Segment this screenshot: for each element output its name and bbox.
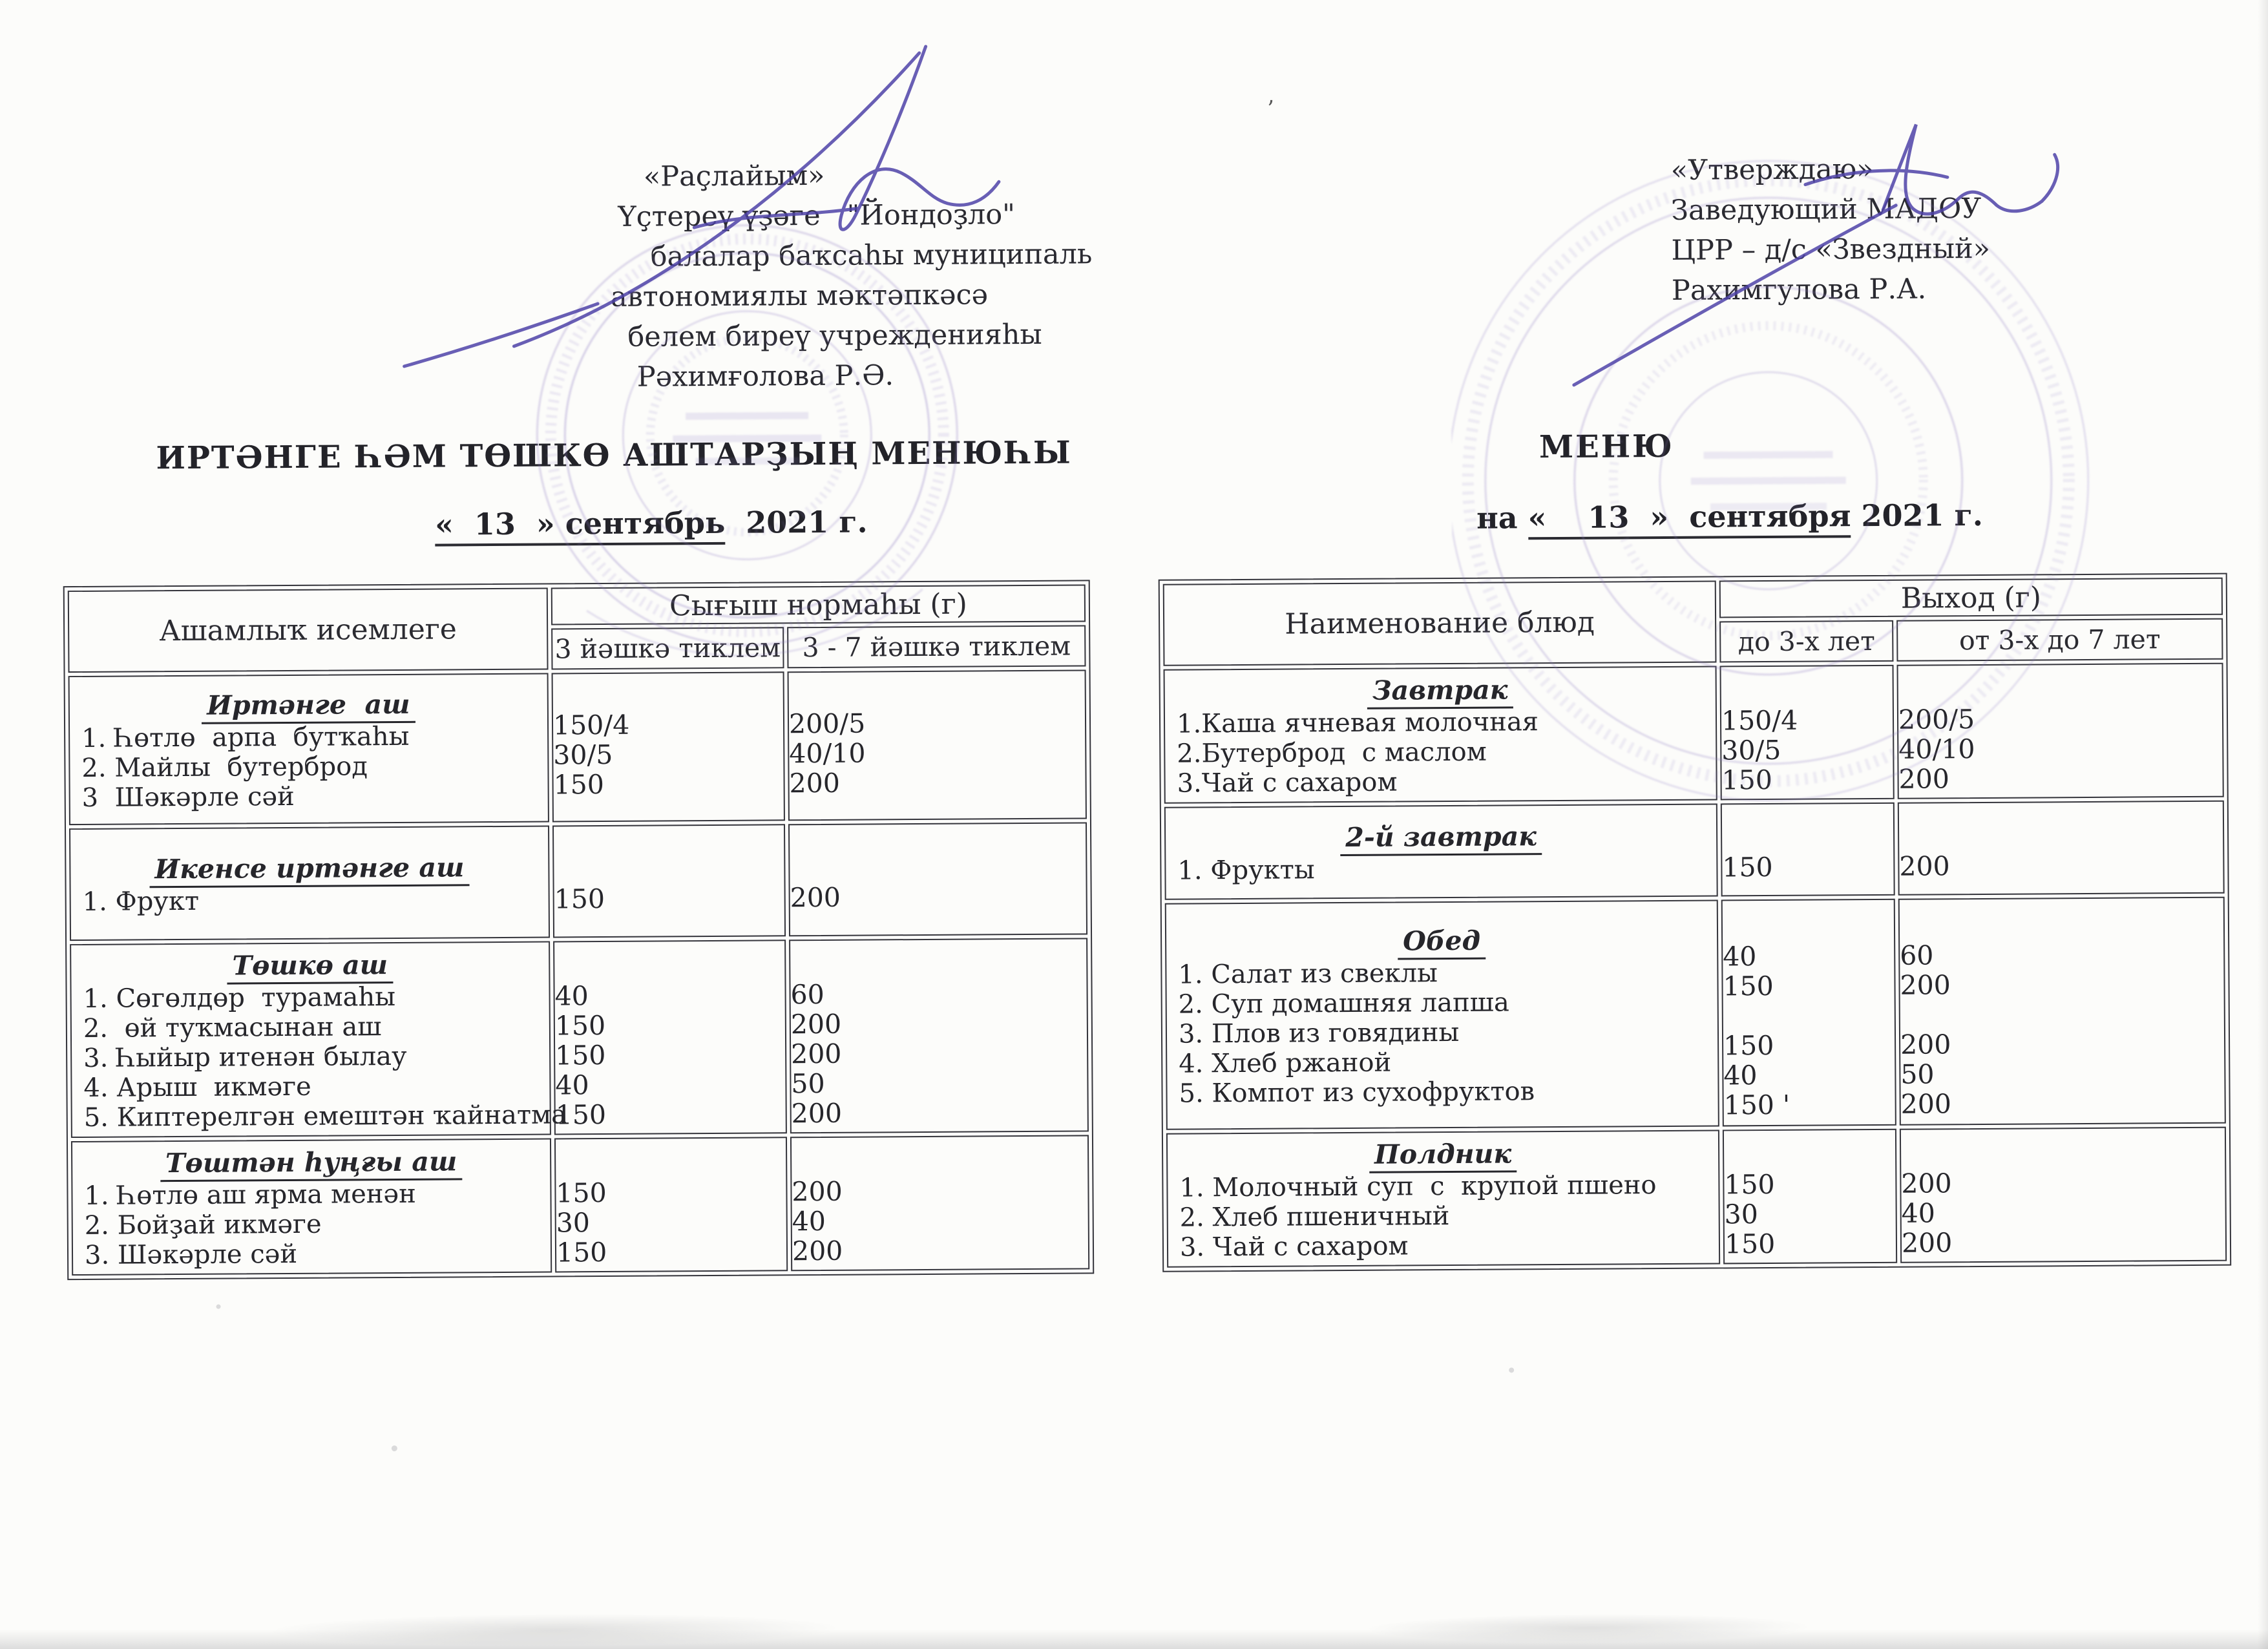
scan-speck xyxy=(1509,1367,1514,1372)
portion-value: 60 xyxy=(1900,939,1934,971)
dish: 1. Сөгөлдөр турамаһы xyxy=(83,982,396,1014)
date-underlined: « 13 » сентябрь xyxy=(435,505,725,547)
section-afternoon-snack xyxy=(71,1135,1089,1276)
portion-value: 200 xyxy=(1898,763,1950,795)
approval-line: балалар баҡсаһы муниципаль xyxy=(650,238,1093,273)
section-values-under3 xyxy=(1723,1129,1897,1265)
approval-line: «Раҫлайым» xyxy=(643,159,825,193)
dish: 1. Һөтлө аш ярма менән xyxy=(84,1179,416,1211)
dish: 2. Бойҙай икмәге xyxy=(84,1209,322,1241)
portion-value: 30/5 xyxy=(1721,734,1781,766)
dish: 2. Майлы бутерброд xyxy=(81,751,368,783)
portion-value: 200/5 xyxy=(788,708,866,739)
date-underlined: « 13 » сентября xyxy=(1528,498,1851,540)
portion-value xyxy=(1900,998,2224,1029)
portion-value: 150 xyxy=(555,1040,606,1071)
portion-value: 30/5 xyxy=(553,739,613,770)
portion-value: 200 xyxy=(789,767,841,799)
portion-value: 200 xyxy=(790,881,841,914)
section-values-3to7 xyxy=(789,938,1089,1133)
portion-value: 150 xyxy=(553,768,605,800)
menu-title-bashkir: ИРТӘНГЕ ҺӘМ ТӨШКӨ АШТАРҘЫҢ МЕНЮҺЫ xyxy=(156,434,1072,477)
dish: 2. өй туҡмасынан аш xyxy=(83,1012,382,1044)
portion-value xyxy=(1723,1000,1895,1031)
section-lunch xyxy=(1165,897,2226,1130)
portion-value: 40/10 xyxy=(789,737,866,769)
section-values-3to7 xyxy=(1898,897,2226,1126)
section-values-under3 xyxy=(553,940,787,1135)
approval-line: Үҫтереү үҙәге "Йондоҙло" xyxy=(618,198,1016,233)
section-values-3to7 xyxy=(788,822,1087,936)
dish: 3. Һыйыр итенән былау xyxy=(83,1041,407,1073)
portion-value: 50 xyxy=(1900,1058,1935,1090)
portion-value: 200 xyxy=(791,1097,843,1129)
portion-value: 200 xyxy=(791,1038,842,1070)
portion-value: 150 xyxy=(556,1236,607,1268)
section-values-3to7 xyxy=(788,669,1087,821)
section-dishes xyxy=(1166,1129,1720,1267)
dish: 1. Һөтлө арпа бутҡаһы xyxy=(81,721,410,753)
approval-line: Заведующий МАДОУ xyxy=(1671,192,1982,227)
portion-value: 40 xyxy=(1901,1197,1936,1229)
scanner-bottom-shadow xyxy=(0,1630,2268,1649)
column-header-age-under3: до 3-х лет xyxy=(1719,620,1893,663)
portion-value: 40 xyxy=(792,1205,826,1237)
section-heading: Обед xyxy=(1166,921,1717,960)
approval-line: Рәхимғолова Р.Ә. xyxy=(636,359,894,394)
section-heading: Завтрак xyxy=(1165,671,1716,709)
portion-value: 50 xyxy=(791,1067,825,1100)
section-heading: Төштән һуңғы аш xyxy=(72,1144,550,1182)
column-header-age-3to7: от 3-х до 7 лет xyxy=(1896,618,2223,662)
portion-value: 150 ' xyxy=(1723,1089,1790,1120)
portion-value: 200 xyxy=(1900,1028,1951,1060)
dish: 3. Чай с сахаром xyxy=(1179,1231,1409,1263)
section-heading: Төшкө аш xyxy=(71,947,549,985)
column-header-age-under3: 3 йәшкә тиклем xyxy=(551,627,784,669)
section-dishes xyxy=(70,941,567,1139)
section-heading: Полдник xyxy=(1168,1135,1718,1173)
section-second-breakfast xyxy=(69,822,1087,941)
column-header-dishes: Наименование блюд xyxy=(1163,580,1717,666)
portion-value: 200 xyxy=(1900,1087,1952,1120)
scan-speck xyxy=(392,1445,397,1451)
dish: 4. Хлеб ржаной xyxy=(1179,1047,1392,1079)
section-values-3to7 xyxy=(1900,1127,2227,1263)
date-year: 2021 г. xyxy=(1851,497,1983,534)
date-year: 2021 г. xyxy=(725,504,868,540)
portion-value: 60 xyxy=(790,978,824,1011)
dish: 2. Суп домашняя лапша xyxy=(1178,987,1509,1020)
portion-value: 200 xyxy=(1899,850,1950,882)
portion-value: 200 xyxy=(792,1235,843,1267)
dish: 3 Шәкәрле сәй xyxy=(81,781,295,813)
section-heading: Иртәнге аш xyxy=(70,686,547,724)
portion-value: 200 xyxy=(790,1008,842,1040)
portion-value: 150 xyxy=(1724,1168,1775,1201)
portion-value: 30 xyxy=(1724,1199,1759,1230)
section-values-under3 xyxy=(552,671,785,822)
section-dishes xyxy=(69,826,550,941)
portion-value: 150/4 xyxy=(1721,704,1798,737)
stray-pen-mark: ’ xyxy=(1267,96,1275,122)
dish: 2. Хлеб пшеничный xyxy=(1179,1201,1450,1233)
portion-value: 40 xyxy=(1723,1059,1758,1091)
portion-value: 150 xyxy=(1723,970,1774,1002)
section-lunch xyxy=(70,938,1089,1138)
portion-value: 150 xyxy=(1724,1228,1776,1260)
section-values-under3 xyxy=(554,1137,788,1272)
approval-line: ЦРР – д/с «Звездный» xyxy=(1671,232,1991,267)
dish: 3.Чай с сахаром xyxy=(1177,767,1398,799)
section-breakfast xyxy=(68,669,1087,825)
portion-value: 200/5 xyxy=(1898,704,1975,735)
portion-value: 150 xyxy=(554,1010,606,1042)
column-header-dishes: Ашамлыҡ исемлеге xyxy=(68,588,549,673)
section-dishes xyxy=(71,1139,552,1276)
date-prefix: на xyxy=(1476,500,1528,536)
dish: 3. Шәкәрле сәй xyxy=(84,1239,298,1270)
approval-line: Рахимгулова Р.А. xyxy=(1671,273,1927,307)
column-header-age-3to7: 3 - 7 йәшкә тиклем xyxy=(787,625,1086,668)
scanner-right-shadow xyxy=(2258,0,2268,1649)
approval-line: автономиялы мәктәпкәсә xyxy=(610,278,989,313)
section-values-3to7 xyxy=(790,1135,1089,1271)
portion-value: 40 xyxy=(1723,940,1757,972)
dish: 4. Арыш икмәге xyxy=(83,1071,311,1103)
dish: 1. Фрукт xyxy=(82,886,200,917)
signature-right xyxy=(1533,72,2091,411)
portion-value: 200 xyxy=(1901,1168,1952,1199)
portion-value: 150 xyxy=(554,883,605,915)
portion-value: 40 xyxy=(555,1069,589,1101)
portion-value: 40/10 xyxy=(1898,733,1975,765)
menu-title-russian: МЕНЮ xyxy=(1538,428,1675,466)
dish: 1. Молочный суп с крупой пшено xyxy=(1179,1170,1657,1203)
section-heading: 2-й завтрак xyxy=(1166,817,1716,856)
section-dishes xyxy=(1164,803,1718,899)
portion-value: 200 xyxy=(1901,1227,1953,1259)
column-header-output: Сығыш нормаһы (г) xyxy=(551,584,1086,625)
approval-line: белем биреү учрежденияһы xyxy=(627,318,1042,353)
dish: 3. Плов из говядины xyxy=(1178,1017,1460,1049)
dish: 1.Каша ячневая молочная xyxy=(1176,707,1539,739)
section-dishes xyxy=(68,673,549,826)
portion-value: 40 xyxy=(554,980,589,1012)
portion-value: 150/4 xyxy=(552,709,630,740)
signature-left xyxy=(383,19,1095,386)
dish: 2.Бутерброд с маслом xyxy=(1177,737,1487,769)
approval-line: «Утверждаю» xyxy=(1670,152,1874,187)
portion-value: 200 xyxy=(792,1175,843,1208)
column-header-output: Выход (г) xyxy=(1719,578,2223,618)
section-afternoon-snack xyxy=(1166,1127,2227,1268)
dish: 1. Фрукты xyxy=(1177,855,1315,886)
portion-value: 150 xyxy=(1723,1029,1774,1061)
section-values-under3 xyxy=(1721,899,1896,1127)
portion-value: 30 xyxy=(556,1207,591,1239)
dish: 5. Компот из сухофруктов xyxy=(1179,1076,1535,1109)
portion-value: 150 xyxy=(555,1098,607,1131)
dish: 1. Салат из свеклы xyxy=(1178,958,1438,990)
portion-value: 150 xyxy=(1721,764,1773,796)
dish: 5. Киптерелгән емештән ҡайнатма xyxy=(83,1100,567,1133)
portion-value: 150 xyxy=(556,1177,607,1209)
section-heading: Икенсе иртәнге аш xyxy=(70,850,548,888)
section-values-under3 xyxy=(552,824,786,938)
section-dishes xyxy=(1165,899,1719,1129)
portion-value: 200 xyxy=(1900,969,1951,1001)
portion-value: 150 xyxy=(1722,851,1773,883)
scan-speck xyxy=(216,1305,221,1309)
